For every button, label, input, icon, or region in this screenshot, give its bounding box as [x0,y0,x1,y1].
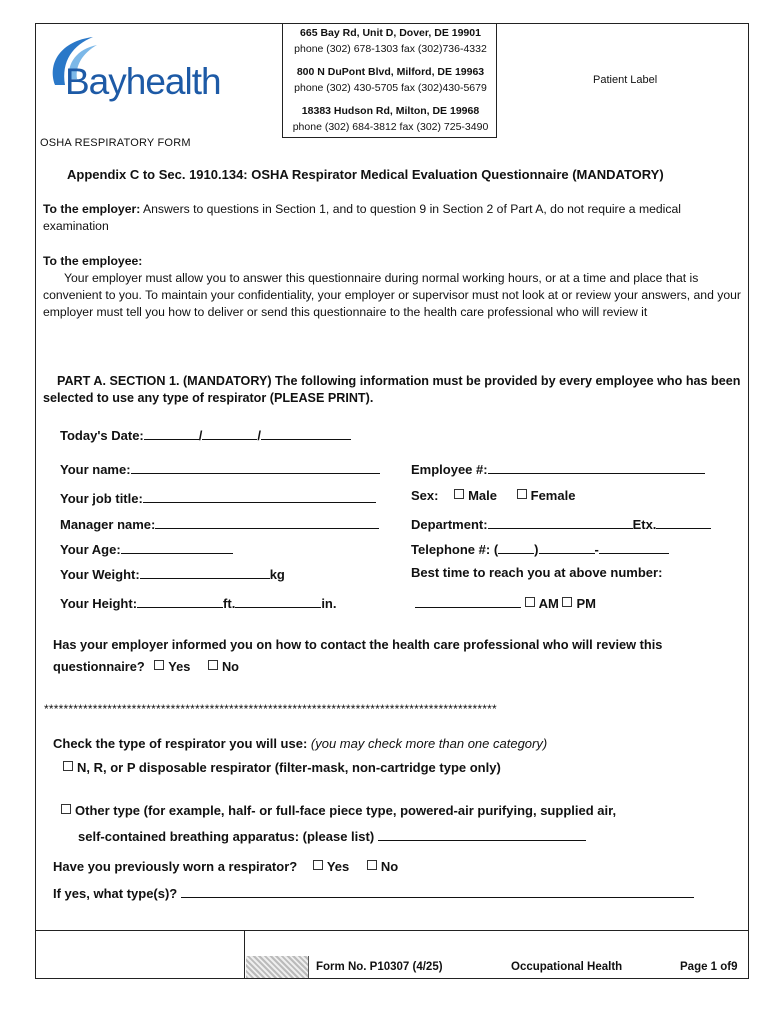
logo-text: Bayhealth [65,61,221,102]
female-label: Female [530,488,576,503]
age-label: Your Age: [60,542,121,557]
employer-note [43,201,743,235]
telephone-label: Telephone #: ( [411,542,499,557]
respirator-option-1 [63,760,501,775]
worn-yes-checkbox[interactable] [313,860,323,870]
in-label: in. [321,596,337,611]
department-input[interactable] [488,515,633,529]
paren: ) [534,542,539,557]
department-label: Department: [411,517,488,532]
dash: - [594,542,599,557]
manager-label: Manager name: [60,517,156,532]
date-slash: / [198,428,203,443]
age-input[interactable] [121,540,233,554]
manager-input[interactable] [155,515,379,529]
male-checkbox[interactable] [454,489,464,499]
informed-question [53,634,743,678]
worn-question [53,859,398,874]
yes-label: Yes [168,659,191,674]
other-type-label: Other type (for example, half- or full-face piece type, powered-air purifying, supplied air, [75,803,617,818]
job-title-field [60,489,376,506]
area-code-input[interactable] [498,540,534,554]
date-day-input[interactable] [202,426,257,440]
sex-label: Sex: [411,488,439,503]
informed-yes-checkbox[interactable] [154,660,164,670]
respirator-option-2b [78,827,586,844]
date-year-input[interactable] [261,426,351,440]
name-input[interactable] [131,460,380,474]
male-label: Male [468,488,497,503]
other-type-label-2: self-contained breathing apparatus: (please list) [78,829,375,844]
weight-field [60,565,285,582]
job-title-label: Your job title: [60,491,143,506]
patient-label: Patient Label [593,74,658,86]
what-type-input[interactable] [181,884,694,898]
department-field [411,515,711,532]
worn-question-text: Have you previously worn a respirator? [53,859,298,874]
employee-text: Your employer must allow you to answer this questionnaire during normal working hours, or at a time and place that is convenient to you. To maintain your confidentiality, your employer or supervisor must not look at or review your answers, and your employer must tell you how to deliver or send this questionnaire to the health care professional who will review it [43,271,741,319]
best-time-field [415,594,596,611]
etx-input[interactable] [656,515,711,529]
no-label: No [221,659,239,674]
am-checkbox[interactable] [525,597,535,607]
barcode-box [246,956,309,978]
address-block [282,24,497,138]
phone-line: phone (302) 678-1303 fax (302)736-4332 [294,42,487,55]
respirator-heading-text: Check the type of respirator you will use: [53,736,308,751]
height-ft-input[interactable] [137,594,223,608]
address-line: 18383 Hudson Rd, Milton, DE 19968 [301,105,480,117]
disposable-checkbox[interactable] [63,761,73,771]
employee-no-label: Employee #: [411,462,488,477]
other-type-checkbox[interactable] [61,804,71,814]
yes-label: Yes [326,859,350,874]
employer-text: Answers to questions in Section 1, and to question 9 in Section 2 of Part A, do not require a medical examination [43,202,681,233]
what-type-field [53,884,694,901]
height-field [60,594,336,611]
name-field [60,460,380,477]
employee-no-input[interactable] [488,460,705,474]
footer-divider [36,930,748,931]
footer-divider-vertical [244,930,245,979]
employee-no-field [411,460,705,477]
no-label: No [380,859,399,874]
what-type-label: If yes, what type(s)? [53,886,178,901]
address-line: 665 Bay Rd, Unit D, Dover, DE 19901 [300,27,481,39]
best-time-input[interactable] [415,594,521,608]
bayhealth-logo [43,33,248,103]
manager-field [60,515,379,532]
kg-label: kg [269,567,285,582]
best-time-label: Best time to reach you at above number: [411,565,663,580]
other-type-input[interactable] [378,827,586,841]
date-field [60,426,351,443]
etx-label: Etx. [632,517,657,532]
am-label: AM [538,596,559,611]
worn-no-checkbox[interactable] [367,860,377,870]
date-month-input[interactable] [144,426,199,440]
page-title: Appendix C to Sec. 1910.134: OSHA Respirator Medical Evaluation Questionnaire (MANDATORY) [67,167,664,182]
date-slash: / [257,428,262,443]
weight-input[interactable] [140,565,270,579]
employer-heading: To the employer: [43,202,141,216]
department-name: Occupational Health [511,961,623,973]
page-number: Page 1 of9 [680,961,738,973]
height-in-input[interactable] [235,594,321,608]
employee-heading: To the employee: [43,254,143,268]
separator: ********************************************************************************************* [44,702,497,716]
respirator-option-2 [61,803,616,818]
ft-label: ft. [223,596,236,611]
phone-line-input[interactable] [599,540,669,554]
disposable-label: N, R, or P disposable respirator (filter-mask, non-cartridge type only) [77,760,501,775]
informed-no-checkbox[interactable] [208,660,218,670]
pm-label: PM [576,596,596,611]
phone-prefix-input[interactable] [539,540,595,554]
address-line: 800 N DuPont Blvd, Milford, DE 19963 [296,66,485,78]
telephone-field [411,540,669,557]
name-label: Your name: [60,462,131,477]
job-title-input[interactable] [143,489,376,503]
form-name: OSHA RESPIRATORY FORM [40,137,191,149]
phone-line: phone (302) 430-5705 fax (302)430-5679 [294,81,487,94]
pm-checkbox[interactable] [562,597,572,607]
date-label: Today's Date: [60,428,144,443]
respirator-hint: (you may check more than one category) [310,736,548,751]
respirator-heading [53,736,547,751]
weight-label: Your Weight: [60,567,140,582]
age-field [60,540,233,557]
phone-line: phone (302) 684-3812 fax (302) 725-3490 [292,120,489,133]
part-a-heading: PART A. SECTION 1. (MANDATORY) The following information must be provided by every employee who has been selected to use any type of respirator (PLEASE PRINT). [43,374,741,405]
height-label: Your Height: [60,596,138,611]
form-number: Form No. P10307 (4/25) [316,961,443,973]
female-checkbox[interactable] [517,489,527,499]
sex-field [411,488,575,503]
informed-question-text: Has your employer informed you on how to contact the health care professional who will review this questionnaire? [53,637,663,674]
